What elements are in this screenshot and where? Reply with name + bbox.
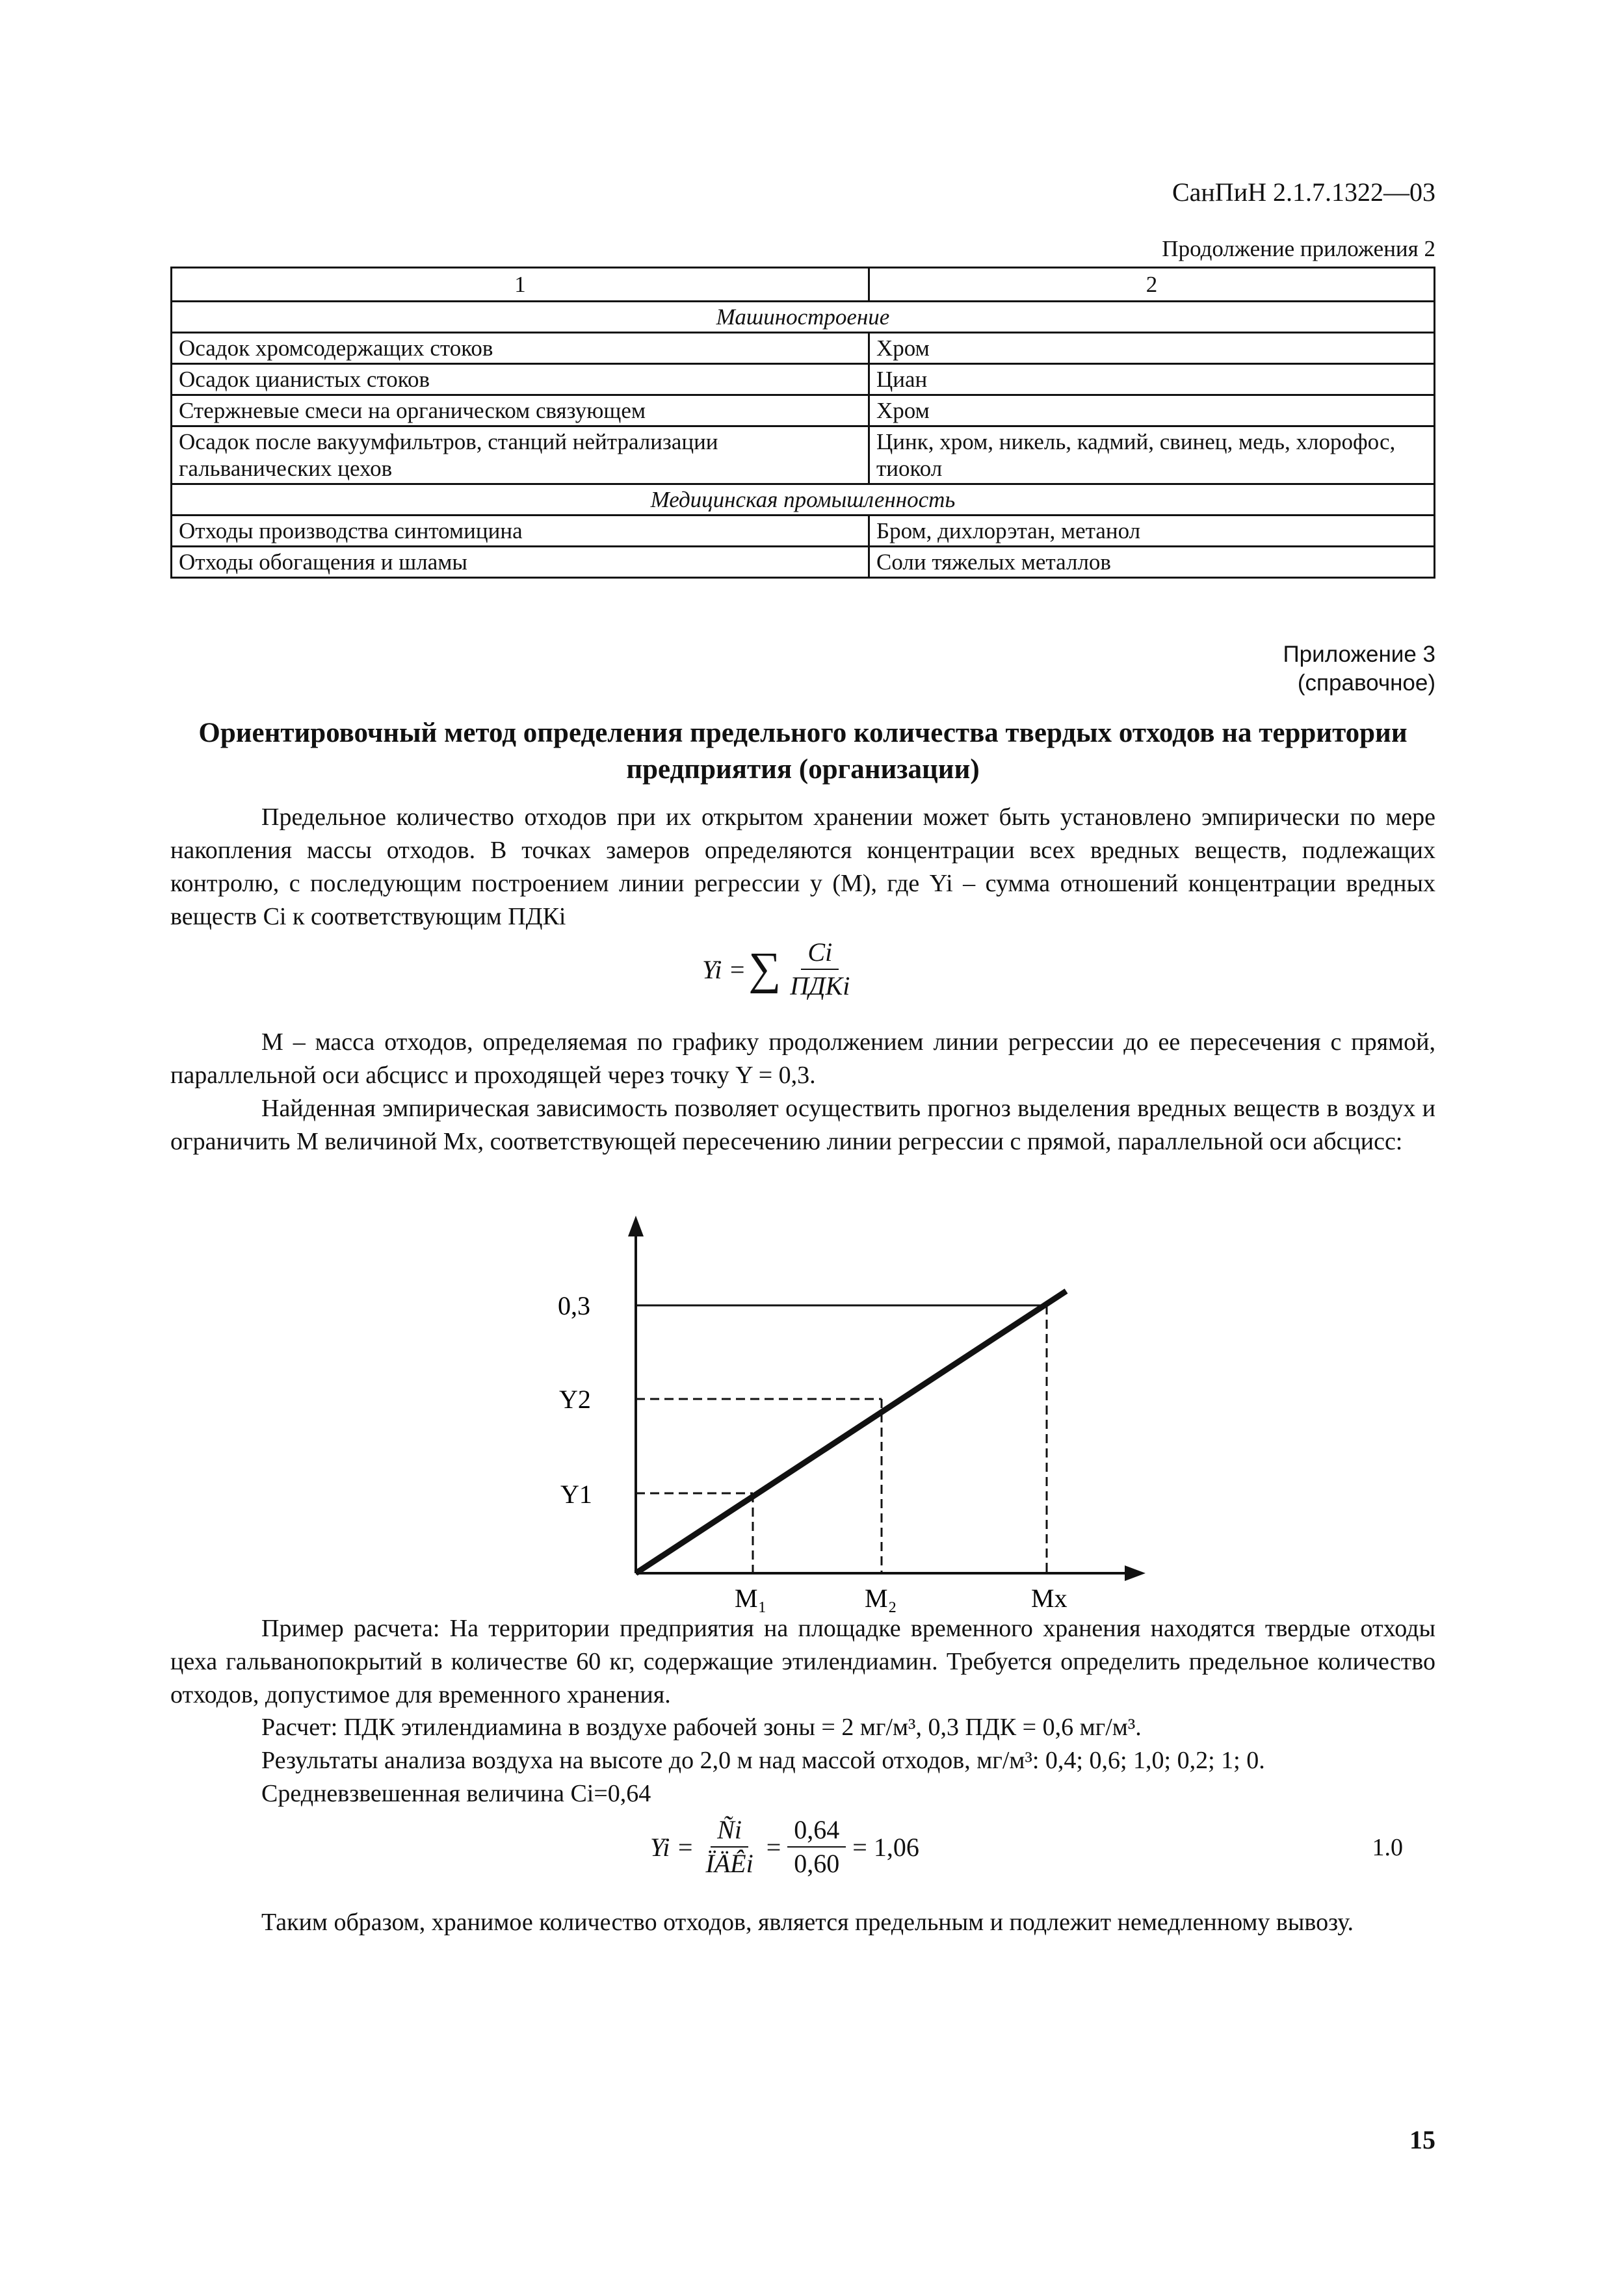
waste-cell: Осадок хромсодержащих стоков: [172, 333, 869, 364]
y-tick-label: Y2: [559, 1385, 591, 1414]
section-title: Машиностроение: [172, 302, 1435, 333]
paragraph-average: Средневзвешенная величина Ci=0,64: [261, 1780, 651, 1807]
formula-lhs: Yi =: [702, 954, 746, 984]
sum-symbol: ∑: [748, 944, 781, 994]
regression-line: [636, 1291, 1066, 1573]
fraction-denominator: 0,60: [794, 1849, 840, 1878]
table-row: [172, 547, 1435, 578]
appendix-label: [1283, 640, 1435, 698]
appendix-kind: (справочное): [1297, 670, 1435, 696]
x-tick-label: M₁: [735, 1584, 767, 1612]
formula-number: 1.0: [1372, 1834, 1403, 1861]
table-row: [172, 426, 1435, 484]
formula-fraction-1: [699, 1814, 759, 1880]
y-tick-label: Y1: [560, 1480, 592, 1509]
waste-table: [170, 267, 1435, 579]
page-number: 15: [1409, 2125, 1435, 2154]
substance-cell: Бром, дихлорэтан, метанол: [869, 516, 1435, 547]
section-row: [172, 484, 1435, 516]
paragraph-mass: М – масса отходов, определяемая по графику продолжением линии регрессии до ее пересечения с прямой, параллельной оси абсцисс и проходящей через точку Y = 0,3.: [170, 1028, 1435, 1089]
paragraph-calc: Расчет: ПДК этилендиамина в воздухе рабочей зоны = 2 мг/м³, 0,3 ПДК = 0,6 мг/м³.: [261, 1714, 1142, 1741]
paragraph-intro: Предельное количество отходов при их открытом хранении может быть установлено эмпирически по мере накопления массы отходов. В точках замеров определяются концентрации всех вредных веществ, подлежащих контролю, с последующим построением линии регрессии у (М), где Yi – сумма отношений концентрации вредных веществ Ci к соответствующим ПДКi: [170, 804, 1435, 930]
formula-lhs: Yi =: [650, 1832, 694, 1862]
table-row: [172, 516, 1435, 547]
formula-fraction: [783, 936, 856, 1002]
table-row: [172, 333, 1435, 364]
waste-cell: Отходы обогащения и шламы: [172, 547, 869, 578]
substance-cell: Хром: [869, 395, 1435, 426]
fraction-denominator: ÏÄÊi: [705, 1849, 753, 1878]
substance-cell: Хром: [869, 333, 1435, 364]
substance-cell: Соли тяжелых металлов: [869, 547, 1435, 578]
y-axis-arrow: [628, 1216, 644, 1236]
document-code: СанПиН 2.1.7.1322—03: [1172, 177, 1435, 207]
table-row: [172, 395, 1435, 426]
x-tick-label: M₂: [865, 1584, 897, 1612]
paragraph-forecast: Найденная эмпирическая зависимость позволяет осуществить прогноз выделения вредных веществ в воздух и ограничить М величиной Мх, соответствующей пересечению линии регрессии с прямой, параллельной оси абсцисс:: [170, 1095, 1435, 1155]
formula-yi: [702, 936, 856, 1002]
paragraph-results: Результаты анализа воздуха на высоте до 2,0 м над массой отходов, мг/м³: 0,4; 0,6; 1,0; 0,2; 1; 0.: [261, 1747, 1265, 1774]
section-row: [172, 302, 1435, 333]
paragraph-conclusion: Таким образом, хранимое количество отходов, является предельным и подлежит немедленному вывозу.: [261, 1909, 1354, 1936]
equals-sign: =: [766, 1832, 781, 1862]
section-heading: Ориентировочный метод определения предельного количества твердых отходов на территории предприятия (организации): [198, 718, 1408, 785]
formula-fraction-2: [787, 1814, 846, 1880]
fraction-numerator: 0,64: [787, 1814, 846, 1848]
substance-cell: Циан: [869, 364, 1435, 395]
column-header: 2: [869, 268, 1435, 302]
formula-calculation: [650, 1814, 919, 1880]
waste-cell: Осадок цианистых стоков: [172, 364, 869, 395]
waste-cell: Осадок после вакуумфильтров, станций нейтрализации гальванических цехов: [172, 426, 869, 484]
y-tick-label: 0,3: [558, 1291, 590, 1320]
appendix-number: Приложение 3: [1283, 642, 1435, 667]
regression-chart: [520, 1209, 1170, 1612]
waste-cell: Стержневые смеси на органическом связующем: [172, 395, 869, 426]
substance-cell: Цинк, хром, никель, кадмий, свинец, медь, хлорофос, тиокол: [869, 426, 1435, 484]
formula-result: = 1,06: [852, 1832, 919, 1862]
paragraph-example: Пример расчета: На территории предприятия на площадке временного хранения находятся твердые отходы цеха гальванопокрытий в количестве 60 кг, содержащие этилендиамин. Требуется определить предельное количество отходов, допустимое для временного хранения.: [170, 1615, 1435, 1708]
continuation-label: Продолжение приложения 2: [1162, 236, 1435, 261]
fraction-denominator: ПДКi: [790, 971, 850, 1000]
table-header-row: [172, 268, 1435, 302]
x-axis-arrow: [1125, 1565, 1146, 1581]
table-row: [172, 364, 1435, 395]
waste-cell: Отходы производства синтомицина: [172, 516, 869, 547]
fraction-numerator: Ñi: [711, 1814, 748, 1848]
section-title: Медицинская промышленность: [172, 484, 1435, 516]
fraction-numerator: Ci: [801, 936, 839, 970]
column-header: 1: [172, 268, 869, 302]
x-tick-label: Mx: [1031, 1584, 1067, 1612]
